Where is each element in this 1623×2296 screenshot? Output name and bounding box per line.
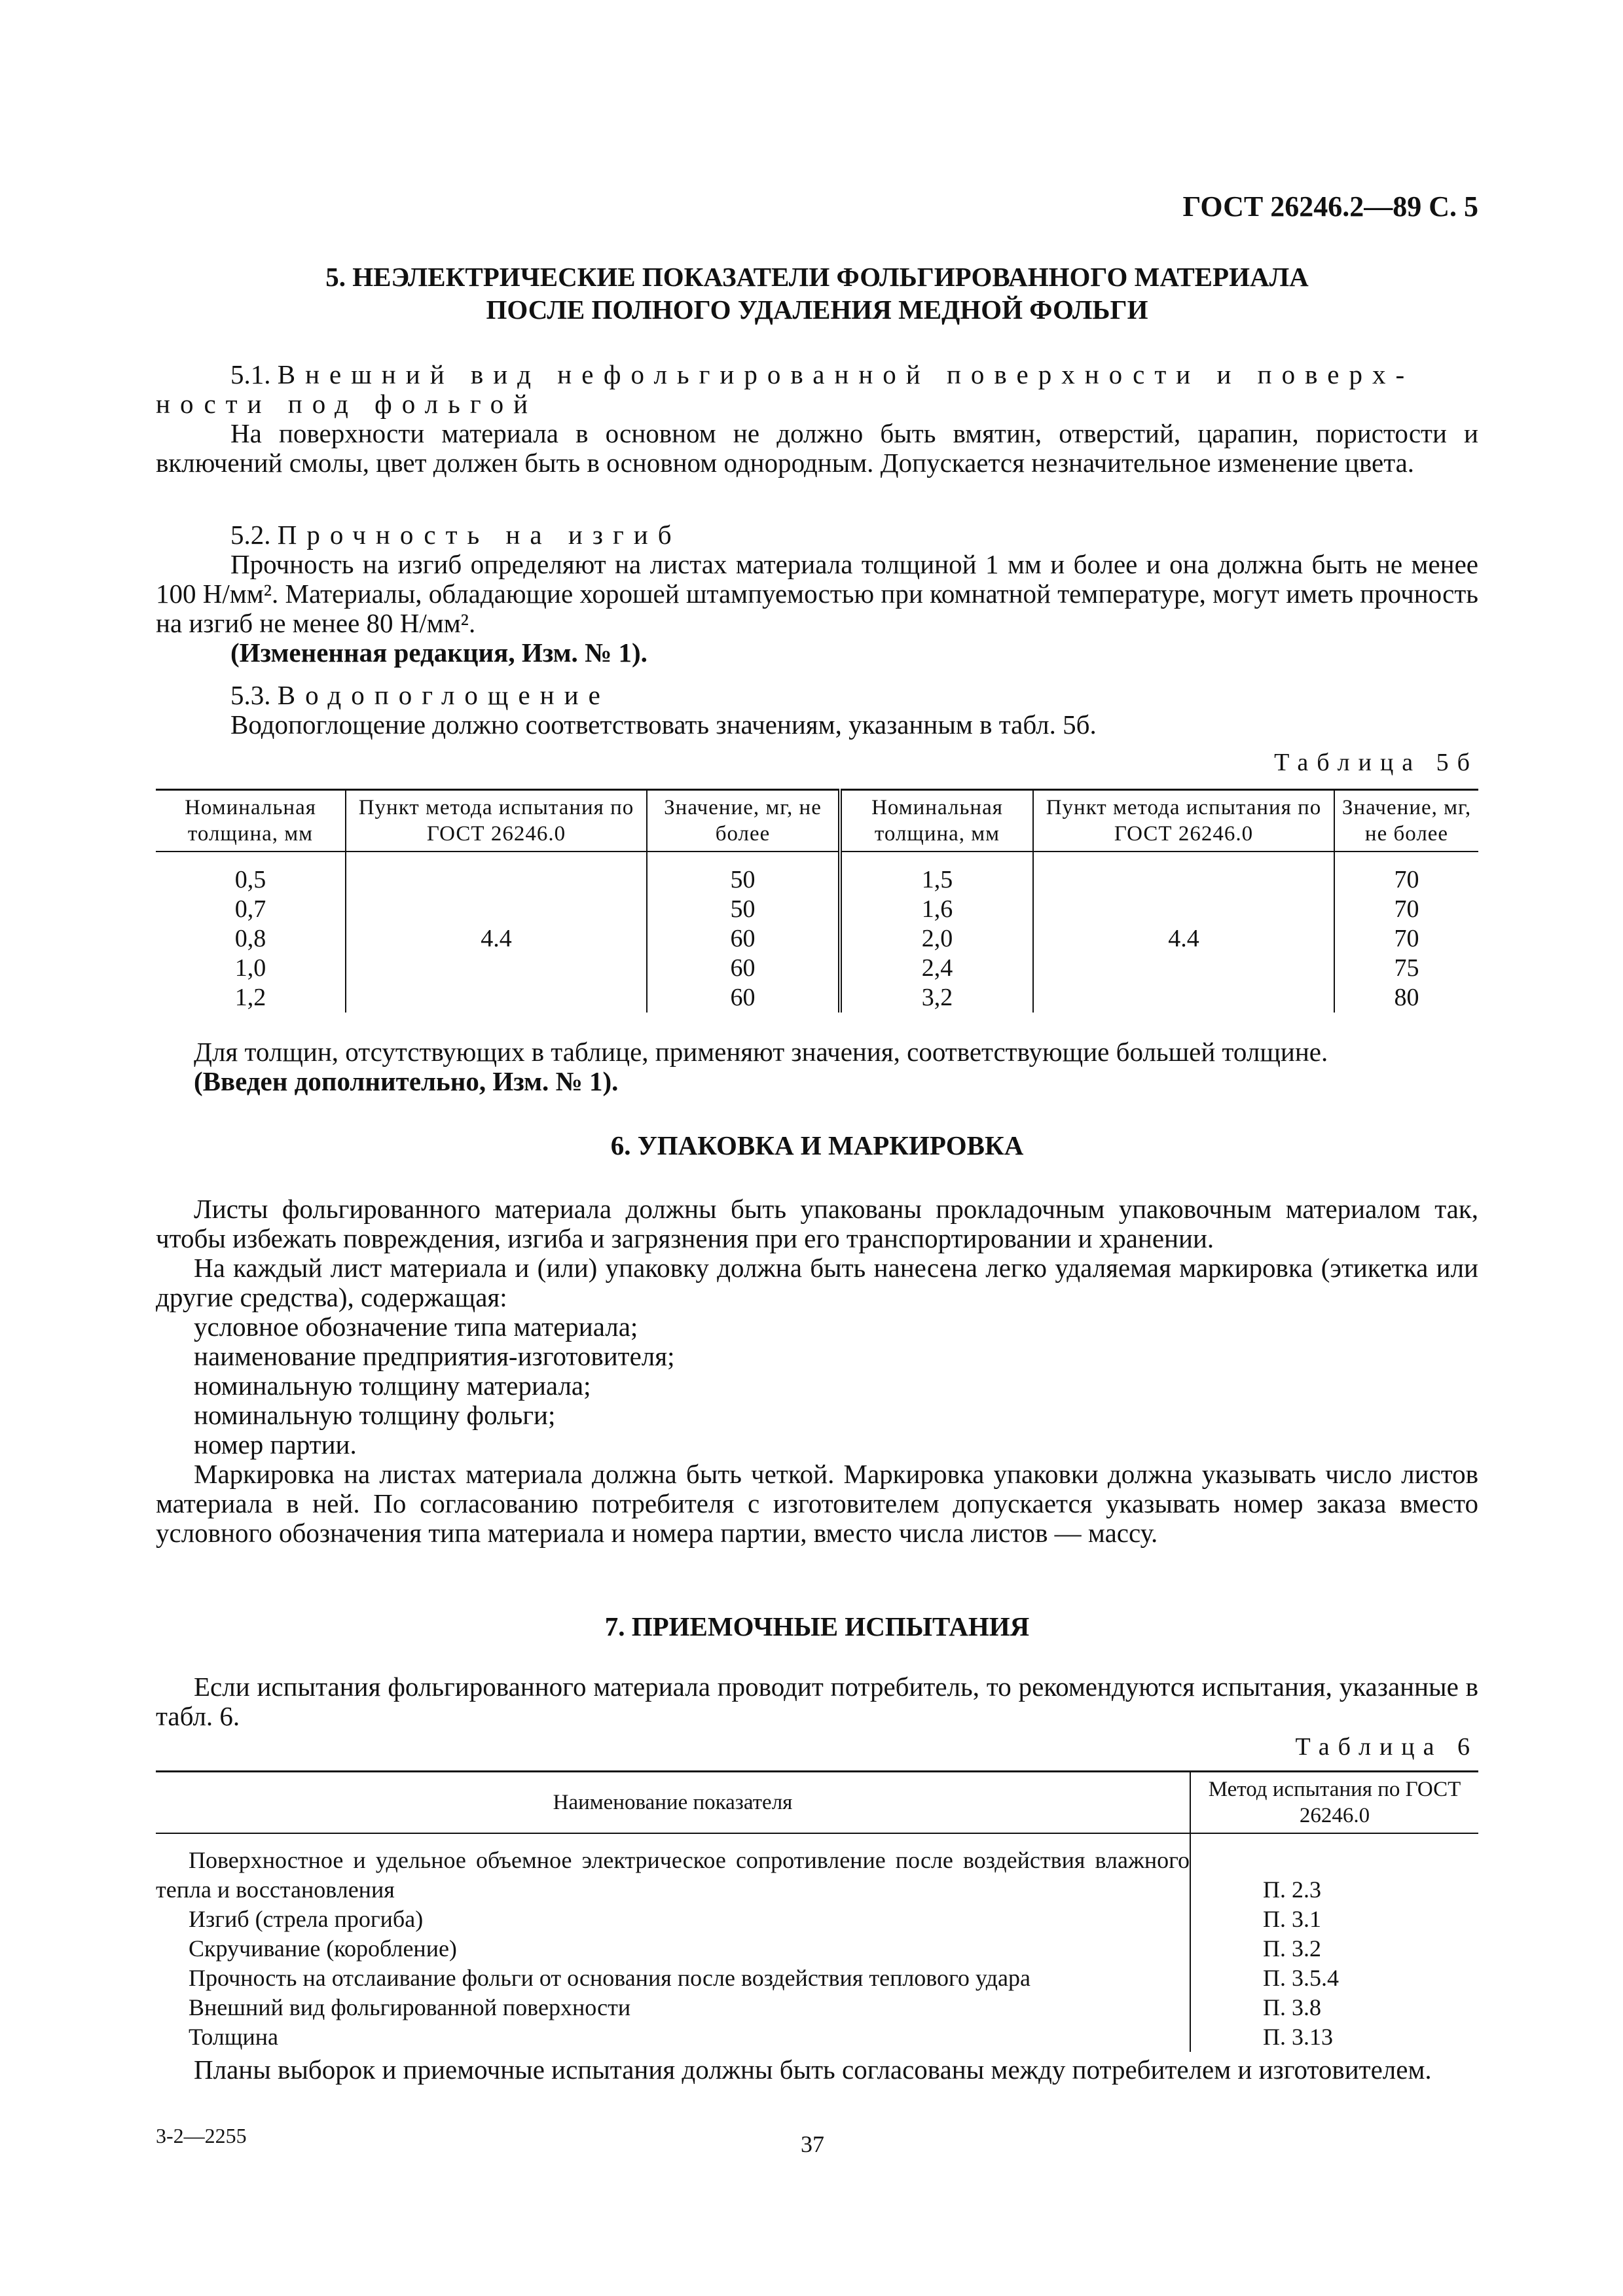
table-cell: 0,7 <box>234 895 266 923</box>
table-6-caption: Таблица 6 <box>1295 1733 1478 1761</box>
table-cell: 80 <box>1334 983 1478 1013</box>
list-item: условное обозначение типа материала; <box>194 1312 638 1342</box>
table-row <box>156 2022 1478 2052</box>
table-cell: П. 3.5.4 <box>1190 1964 1478 1993</box>
table-row <box>156 1833 1478 1905</box>
table-row <box>156 1964 1478 1993</box>
table-cell: 1,0 <box>234 954 266 982</box>
table-5b-note: Для толщин, отсутствующих в таблице, применяют значения, соответствующие большей толщине. (Введен дополнительно, Изм. № 1). <box>156 1037 1478 1096</box>
clause-5-3-heading: Водопоглощение <box>277 680 610 710</box>
section-5-title: 5. НЕЭЛЕКТРИЧЕСКИЕ ПОКАЗАТЕЛИ ФОЛЬГИРОВАННОГО МАТЕРИАЛА ПОСЛЕ ПОЛНОГО УДАЛЕНИЯ МЕДНОЙ ФОЛЬГИ <box>325 262 1309 325</box>
section-6-body <box>156 1194 1478 1548</box>
table-header-cell: Номинальная толщина, мм <box>156 790 346 852</box>
section-6-para-1: Листы фольгированного материала должны быть упакованы прокладочным упаковочным материалом так, чтобы избежать повреждения, изгиба и загрязнения при его транспортировании и хранении. <box>156 1194 1478 1253</box>
clause-5-2-text: Прочность на изгиб определяют на листах материала толщиной 1 мм и более и она должна быть не менее 100 Н/мм². Материалы, обладающие хорошей штампуемостью при комнатной температуре, могут иметь прочность на изгиб не менее 80 Н/мм². <box>156 549 1478 638</box>
table-header-cell: Значение, мг, не более <box>647 790 840 852</box>
table-cell-method: 4.4 <box>346 852 647 1013</box>
table-cell: Внешний вид фольгированной поверхности <box>189 1994 631 2020</box>
table-cell: П. 2.3 <box>1190 1833 1478 1905</box>
table-6 <box>156 1770 1478 2052</box>
clause-5-1-text: На поверхности материала в основном не должно быть вмятин, отверстий, царапин, пористости и включений смолы, цвет должен быть в основном однородным. Допускается незначительное изменение цвета. <box>156 418 1478 478</box>
table-cell: Изгиб (стрела прогиба) <box>189 1906 424 1932</box>
table-5b-caption: Таблица 5б <box>1274 749 1478 776</box>
table-cell: 60 <box>647 954 840 983</box>
table-cell: П. 3.13 <box>1190 2022 1478 2052</box>
table-cell: Толщина <box>189 2024 279 2050</box>
table-cell: П. 3.1 <box>1190 1905 1478 1934</box>
clause-5-3: 5.3. Водопоглощение Водопоглощение должно соответствовать значениям, указанным в табл. 5б. <box>156 681 1478 740</box>
table-cell: 50 <box>647 895 840 924</box>
section-7-para-1: Если испытания фольгированного материала проводит потребитель, то рекомендуются испытания, указанные в табл. 6. <box>156 1672 1478 1731</box>
table-header-cell: Наименование показателя <box>156 1772 1190 1834</box>
table-row <box>156 1905 1478 1934</box>
table-cell: 1,5 <box>840 852 1033 895</box>
table-cell: Поверхностное и удельное объемное электрическое сопротивление после воздействия влажного тепла и восстановления <box>156 1847 1190 1903</box>
table-header-cell: Номинальная толщина, мм <box>840 790 1033 852</box>
table-cell: П. 3.8 <box>1190 1993 1478 2022</box>
table-cell: 1,2 <box>234 984 266 1011</box>
section-7-para-2: Планы выборок и приемочные испытания должны быть согласованы между потребителем и изготовителем. <box>194 2054 1432 2085</box>
section-6-title: 6. УПАКОВКА И МАРКИРОВКА <box>610 1130 1024 1160</box>
list-item: наименование предприятия-изготовителя; <box>194 1341 675 1371</box>
section-6-para-3: Маркировка на листах материала должна быть четкой. Маркировка упаковки должна указывать число листов материала в ней. По согласованию потребителя с изготовителем допускается указывать номер заказа вместо условного обозначения типа материала и номера партии, вместо числа листов — массу. <box>156 1459 1478 1548</box>
page-header: ГОСТ 26246.2—89 С. 5 <box>1182 190 1478 223</box>
table-cell: 1,6 <box>840 895 1033 924</box>
table-cell: 60 <box>647 983 840 1013</box>
table-header-cell: Пункт метода испытания по ГОСТ 26246.0 <box>1033 790 1334 852</box>
table-5b <box>156 789 1478 1013</box>
section-6-para-2: На каждый лист материала и (или) упаковку должна быть нанесена легко удаляемая маркировка (этикетка или другие средства), содержащая: <box>156 1253 1478 1312</box>
list-item: номинальную толщину фольги; <box>194 1400 556 1430</box>
table-cell: 0,5 <box>234 866 266 893</box>
table-cell: 70 <box>1334 924 1478 954</box>
table-cell: 0,8 <box>234 925 266 952</box>
clause-5-1-heading: Внешний вид нефольгированной поверхности и поверх- <box>277 359 1415 389</box>
table-row <box>156 852 1478 895</box>
table-cell: 70 <box>1334 852 1478 895</box>
table-5b-header-row <box>156 790 1478 852</box>
table-cell: 70 <box>1334 895 1478 924</box>
clause-5-3-text: Водопоглощение должно соответствовать значениям, указанным в табл. 5б. <box>230 709 1097 740</box>
table-cell: Прочность на отслаивание фольги от основания после воздействия теплового удара <box>189 1965 1030 1991</box>
table-cell: 60 <box>647 924 840 954</box>
change-note-2: (Введен дополнительно, Изм. № 1). <box>194 1066 619 1096</box>
table-header-cell: Метод испытания по ГОСТ 26246.0 <box>1190 1772 1478 1834</box>
clause-5-1: 5.1. Внешний вид нефольгированной поверхности и поверх- ности под фольгой На поверхности материала в основном не должно быть вмятин, отверстий, царапин, пористости и включений смолы, цвет должен быть в основном однородным. Допускается незначительное изменение цвета. <box>156 359 1478 478</box>
table-cell: 2,4 <box>840 954 1033 983</box>
table-row <box>156 1993 1478 2022</box>
footer-code: 3-2—2255 <box>156 2124 247 2147</box>
table-cell: 2,0 <box>840 924 1033 954</box>
table-row <box>156 1934 1478 1964</box>
list-item: номинальную толщину материала; <box>194 1371 591 1401</box>
clause-5-2-heading: Прочность на изгиб <box>277 520 682 550</box>
marking-list <box>156 1312 1478 1460</box>
page-number: 37 <box>801 2131 824 2157</box>
table-cell: 75 <box>1334 954 1478 983</box>
change-note-1: (Измененная редакция, Изм. № 1). <box>230 637 647 668</box>
table-cell: 3,2 <box>840 983 1033 1013</box>
table-cell: Скручивание (коробление) <box>189 1935 457 1962</box>
table-header-cell: Пункт метода испытания по ГОСТ 26246.0 <box>346 790 647 852</box>
table-6-header-row <box>156 1772 1478 1834</box>
table-cell-method: 4.4 <box>1033 852 1334 1013</box>
table-header-cell: Значение, мг, не более <box>1334 790 1478 852</box>
table-cell: 50 <box>647 852 840 895</box>
table-cell: П. 3.2 <box>1190 1934 1478 1964</box>
clause-5-2: 5.2. Прочность на изгиб Прочность на изгиб определяют на листах материала толщиной 1 мм и более и она должна быть не менее 100 Н/мм². Материалы, обладающие хорошей штампуемостью при комнатной температуре, могут иметь прочность на изгиб не менее 80 Н/мм². (Измененная редакция, Изм. № 1). <box>156 520 1478 668</box>
section-7-title: 7. ПРИЕМОЧНЫЕ ИСПЫТАНИЯ <box>604 1611 1030 1641</box>
list-item: номер партии. <box>194 1429 357 1460</box>
